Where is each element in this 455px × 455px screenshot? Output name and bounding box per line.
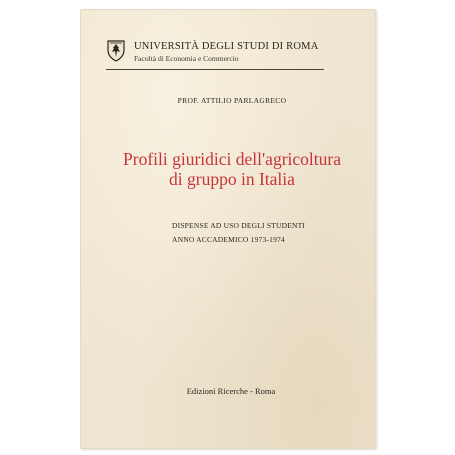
book-title-line-1: Profili giuridici dell'agricoltura: [123, 149, 341, 169]
subtitle-line-1: DISPENSE AD USO DEGLI STUDENTI: [172, 221, 306, 230]
header-divider: [106, 69, 324, 70]
book-title-line-2: di gruppo in Italia: [169, 169, 295, 189]
university-crest-icon: [107, 40, 125, 62]
book-title: [80, 149, 376, 189]
publisher-name: Edizioni Ricerche - Roma: [186, 386, 276, 396]
book-cover: [80, 9, 376, 449]
university-name: UNIVERSITÀ DEGLI STUDI DI ROMA: [134, 41, 319, 52]
faculty-name: Facoltà di Economia e Commercio: [134, 54, 239, 63]
subtitle-line-2: ANNO ACCADEMICO 1973-1974: [172, 235, 285, 244]
author-name: PROF. ATTILIO PARLAGRECO: [177, 96, 287, 105]
